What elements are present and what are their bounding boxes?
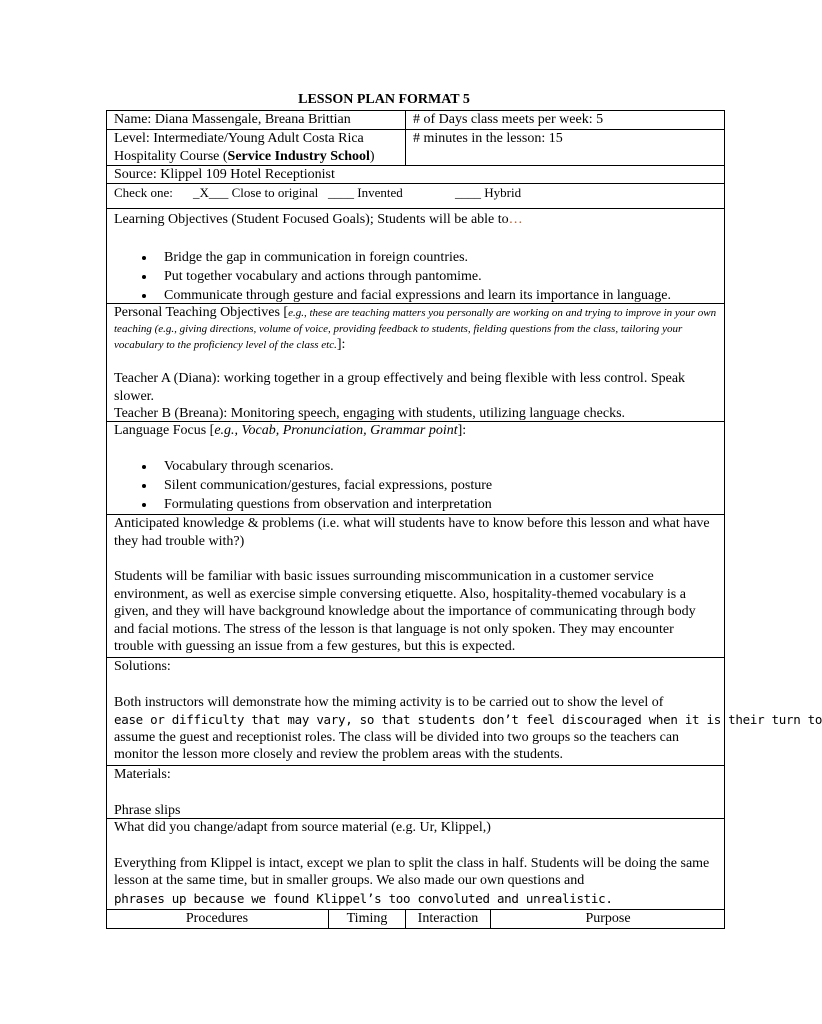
minutes-in-lesson: # minutes in the lesson: 15 bbox=[413, 131, 563, 146]
procedures-header: Procedures bbox=[185, 911, 249, 926]
solutions-line-1: Both instructors will demonstrate how the miming activity is to be carried out to show the level of bbox=[114, 694, 664, 710]
list-item: • Vocabulary through scenarios. bbox=[156, 457, 725, 476]
list-item: • Silent communication/gestures, facial expressions, posture bbox=[156, 476, 725, 495]
option-invented: ____ Invented bbox=[328, 185, 403, 200]
teacher-names: Name: Diana Massengale, Breana Brittian bbox=[114, 112, 351, 127]
document-title: LESSON PLAN FORMAT 5 bbox=[298, 92, 470, 107]
source-changes-body: Everything from Klippel is intact, except we plan to split the class in half. Students will be doing the same lesson at the same time, but in smaller groups. We also made our own questions and bbox=[114, 855, 710, 888]
list-item: • Bridge the gap in communication in foreign countries. bbox=[156, 248, 725, 267]
level-close: ) bbox=[369, 148, 375, 164]
teacher-a-objective: Teacher A (Diana): working together in a group effectively and being flexible with less control. Speak slower. bbox=[114, 371, 686, 404]
personal-objectives-heading: Personal Teaching Objectives [ bbox=[114, 305, 289, 320]
days-cell bbox=[405, 111, 725, 129]
solutions-heading: Solutions: bbox=[114, 659, 171, 674]
learning-objectives-list bbox=[114, 248, 725, 305]
materials-cell bbox=[106, 766, 725, 818]
teacher-b-objective: Teacher B (Breana): Monitoring speech, engaging with students, utilizing language checks. bbox=[114, 406, 626, 421]
anticipated-body: Students will be familiar with basic issues surrounding miscommunication in a customer service environment, as well as exercise simple conversing etiquette. Also, hospitality-themed vocabulary is a given, and they will have background knowledge about the importance of communicating through body and facial motions. The stress of the lesson is that language is not only spoken. They may encounter trouble with guessing an issue from a few gestures, but this is expected. bbox=[114, 569, 696, 654]
source-changes-cell bbox=[106, 819, 725, 909]
learning-ellipsis: … bbox=[508, 212, 523, 227]
materials-heading: Materials: bbox=[114, 767, 171, 782]
materials-body: Phrase slips bbox=[114, 802, 181, 818]
learning-objectives-heading: Learning Objectives (Student Focused Goals); Students will be able to bbox=[114, 212, 509, 227]
list-item: • Put together vocabulary and actions through pantomime. bbox=[156, 267, 725, 286]
language-focus-list bbox=[114, 457, 725, 514]
learning-objectives-cell bbox=[106, 209, 725, 303]
source-text: Source: Klippel 109 Hotel Receptionist bbox=[114, 167, 335, 182]
language-focus-cell bbox=[106, 422, 725, 514]
timing-header: Timing bbox=[346, 911, 388, 926]
solutions-rest: assume the guest and receptionist roles. The class will be divided into two groups so the teachers can monitor the lesson more closely and review the problem areas with the students. bbox=[114, 729, 680, 762]
personal-objectives-note: e.g., these are teaching matters you personally are working on and trying to improve in your own teaching (e.g., giving directions, volume of voice, providing feedback to students, fielding questions from the class, tailoring your vocabulary to the proficiency level of the class etc. bbox=[114, 307, 717, 351]
language-focus-close: ]: bbox=[457, 423, 467, 438]
source-cell bbox=[106, 166, 725, 183]
source-changes-heading: What did you change/adapt from source material (e.g. Ur, Klippel,) bbox=[114, 820, 491, 835]
level-text: Level: Intermediate/Young Adult Costa Rica Hospitality Course ( bbox=[114, 131, 364, 164]
interaction-header: Interaction bbox=[417, 911, 479, 926]
name-cell bbox=[106, 111, 405, 129]
source-changes-last-line: phrases up because we found Klippel’s too convoluted and unrealistic. bbox=[114, 890, 613, 906]
minutes-cell bbox=[405, 130, 725, 165]
check-one-cell bbox=[106, 184, 725, 208]
days-per-week: # of Days class meets per week: 5 bbox=[413, 112, 604, 127]
option-hybrid: ____ Hybrid bbox=[455, 185, 522, 200]
purpose-header: Purpose bbox=[585, 911, 631, 926]
personal-objectives-close: ]: bbox=[336, 337, 346, 352]
list-item: • Formulating questions from observation and interpretation bbox=[156, 495, 725, 514]
list-item: • Communicate through gesture and facial expressions and learn its importance in language. bbox=[156, 286, 725, 305]
personal-objectives-cell bbox=[106, 304, 725, 421]
language-focus-heading: Language Focus [ bbox=[114, 423, 215, 438]
level-cell bbox=[106, 130, 405, 165]
solutions-cell bbox=[106, 658, 822, 765]
anticipated-heading: Anticipated knowledge & problems (i.e. what will students have to know before this lesson and what have they had trouble with?) bbox=[114, 516, 710, 549]
check-one-label: Check one: bbox=[114, 185, 173, 200]
school-name: Service Industry School bbox=[227, 148, 370, 164]
language-focus-note: e.g., Vocab, Pronunciation, Grammar point bbox=[214, 423, 458, 438]
solutions-line-2: ease or difficulty that may vary, so that students don’t feel discouraged when it is their turn to bbox=[114, 712, 822, 727]
anticipated-problems-cell bbox=[106, 515, 725, 657]
option-close-to-original: _X___ Close to original bbox=[193, 185, 319, 200]
